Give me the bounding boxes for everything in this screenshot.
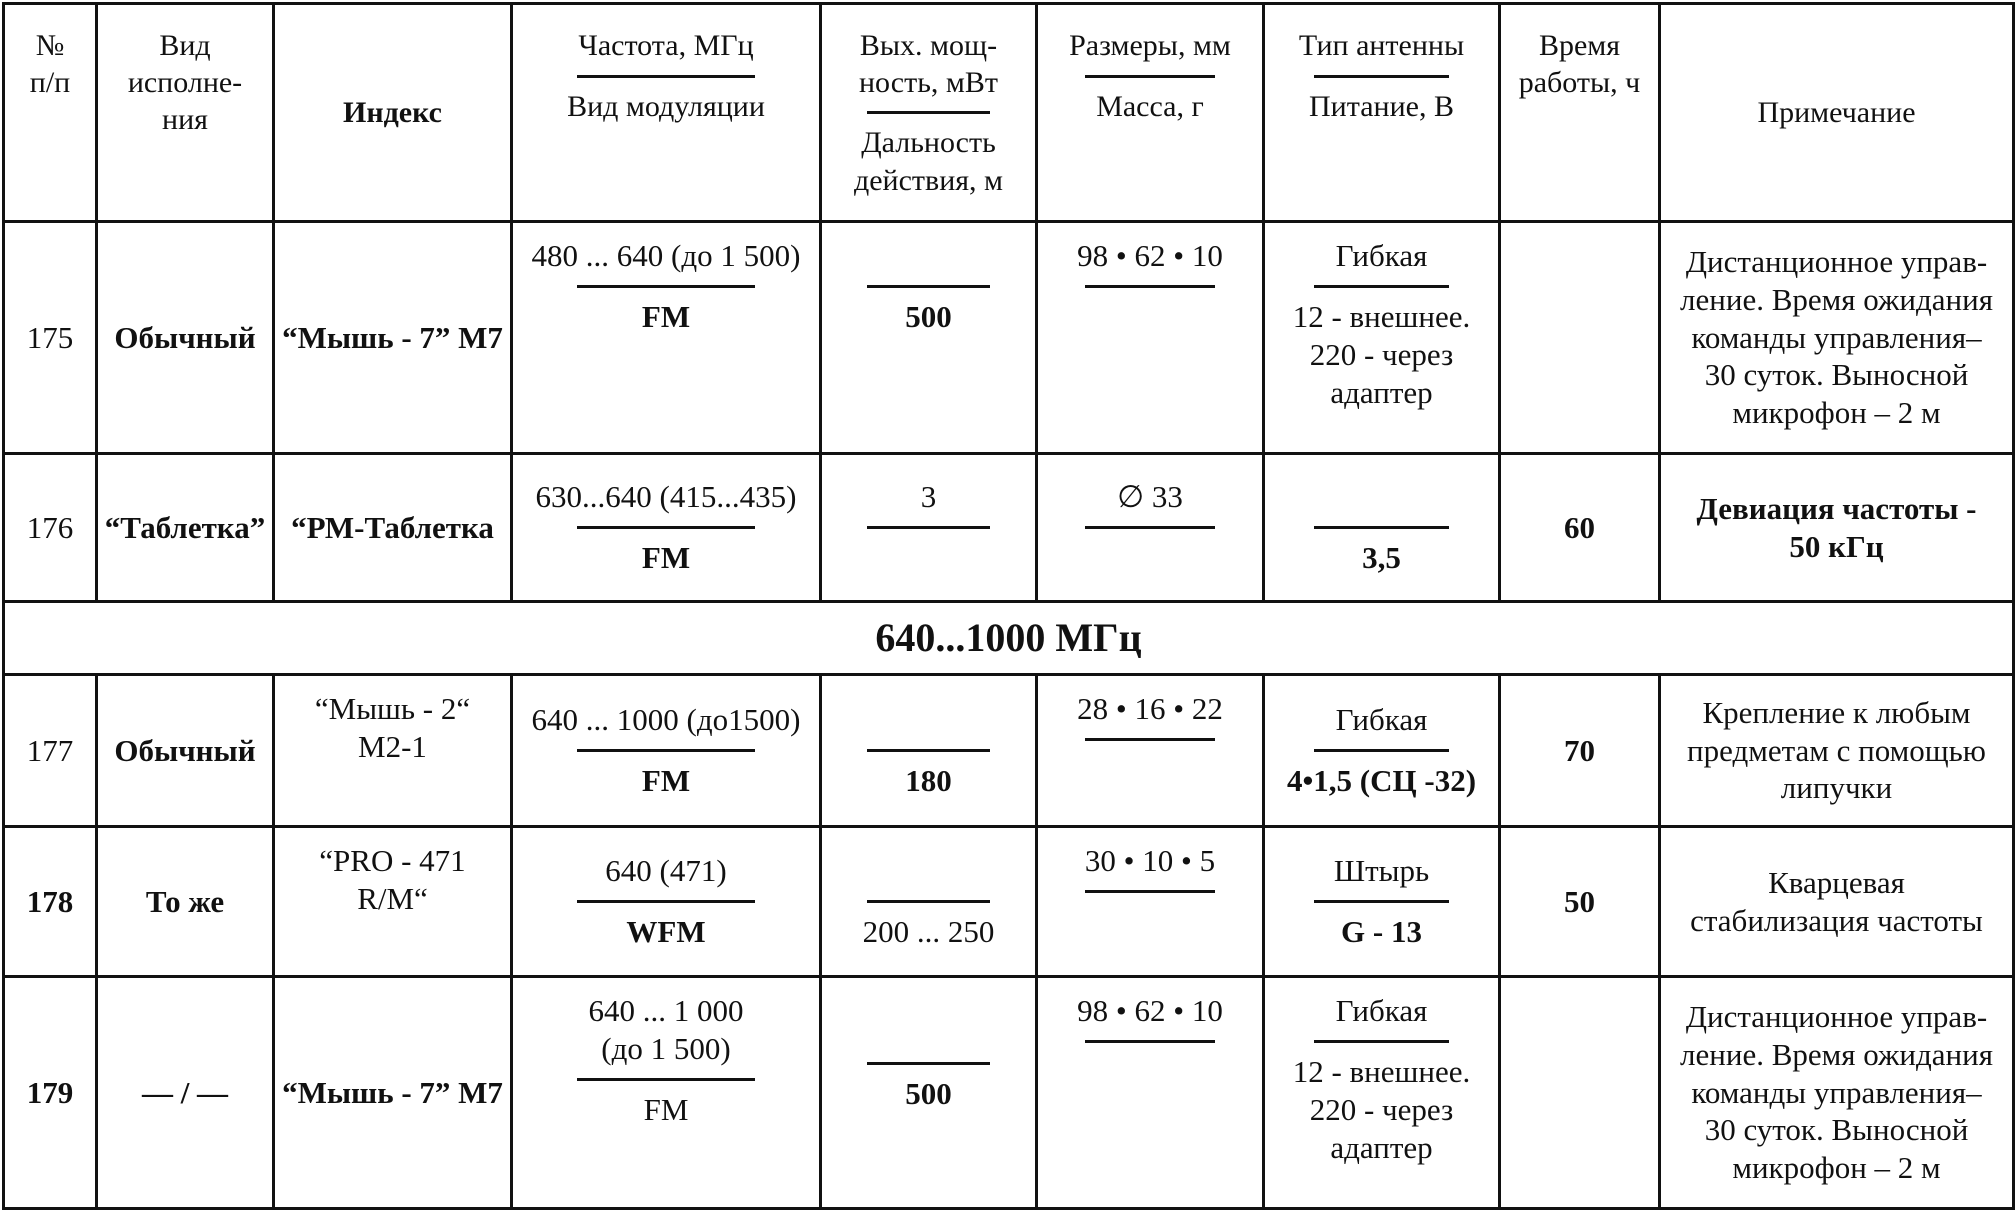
cell-time [1500, 977, 1660, 1209]
cell-freq [512, 675, 821, 827]
table-row [4, 675, 2014, 827]
header-power [821, 4, 1037, 222]
header-note: Примечание [1660, 4, 2014, 222]
cell-antenna-divider [1314, 900, 1449, 903]
cell-antenna [1264, 675, 1500, 827]
cell-time: 70 [1500, 675, 1660, 827]
cell-index: “Мышь - 2“ М2-1 [274, 675, 512, 827]
cell-range-value: 180 [905, 763, 952, 798]
cell-freq-value: 640 ... 1 000 (до 1 500) [588, 993, 744, 1066]
header-antenna [1264, 4, 1500, 222]
cell-antenna-divider [1314, 1040, 1449, 1043]
header-index: Индекс [274, 4, 512, 222]
cell-variant: Обычный [97, 222, 274, 454]
header-size-label: Размеры, мм [1069, 29, 1231, 62]
cell-index: “PRO - 471 R/M“ [274, 827, 512, 977]
cell-num: 177 [4, 675, 97, 827]
header-freq-divider [577, 75, 756, 78]
cell-size-divider [1085, 285, 1215, 288]
cell-antenna [1264, 977, 1500, 1209]
cell-freq-value: 480 ... 640 (до 1 500) [531, 238, 801, 273]
section-row [4, 602, 2014, 675]
cell-note: Дистанционное управ- ление. Время ожидания команды управления– 30 суток. Выносной микрофон – 2 м [1660, 977, 2014, 1209]
cell-num: 175 [4, 222, 97, 454]
cell-freq [512, 827, 821, 977]
cell-freq-divider [577, 285, 756, 288]
table-row [4, 977, 2014, 1209]
cell-power [821, 454, 1037, 602]
cell-freq [512, 454, 821, 602]
cell-note: Дистанционное управ- ление. Время ожидания команды управления– 30 суток. Выносной микрофон – 2 м [1660, 222, 2014, 454]
cell-power [821, 977, 1037, 1209]
cell-power-divider [867, 749, 990, 752]
cell-freq-divider [577, 749, 756, 752]
cell-num: 176 [4, 454, 97, 602]
table-row [4, 222, 2014, 454]
header-mass-label: Масса, г [1096, 90, 1204, 123]
header-size-divider [1085, 75, 1215, 78]
cell-size-divider [1085, 890, 1215, 893]
cell-freq [512, 977, 821, 1209]
cell-size-value: 28 • 16 • 22 [1077, 691, 1223, 726]
cell-variant: — / — [97, 977, 274, 1209]
cell-size-divider [1085, 526, 1215, 529]
cell-size [1037, 827, 1264, 977]
cell-num: 178 [4, 827, 97, 977]
cell-antenna [1264, 222, 1500, 454]
header-power-label: Вых. мощ- ность, мВт [858, 29, 998, 100]
header-power-divider [867, 111, 990, 114]
cell-antenna [1264, 454, 1500, 602]
cell-time: 60 [1500, 454, 1660, 602]
cell-power-divider [867, 285, 990, 288]
cell-note: Кварцевая стабилизация частоты [1660, 827, 2014, 977]
cell-num: 179 [4, 977, 97, 1209]
cell-power-supply-value: 4•1,5 (СЦ -32) [1286, 763, 1477, 798]
cell-size [1037, 675, 1264, 827]
cell-freq-divider [577, 1078, 756, 1081]
cell-antenna-value: Гибкая [1335, 993, 1428, 1028]
cell-antenna-value: Штырь [1333, 853, 1430, 888]
cell-variant: “Таблетка” [97, 454, 274, 602]
header-variant: Вид исполне- ния [97, 4, 274, 222]
cell-modulation-value: FM [641, 763, 691, 798]
header-time: Время работы, ч [1500, 4, 1660, 222]
cell-power [821, 827, 1037, 977]
cell-antenna [1264, 827, 1500, 977]
cell-range-value: 500 [905, 1076, 952, 1111]
cell-power [821, 675, 1037, 827]
cell-antenna-value: Гибкая [1335, 238, 1428, 273]
cell-index: “РМ-Таблетка [274, 454, 512, 602]
header-modulation-label: Вид модуляции [567, 90, 765, 123]
cell-power-supply-value: 12 - внешнее. 220 - через адаптер [1292, 1054, 1471, 1165]
cell-variant: Обычный [97, 675, 274, 827]
table-row [4, 454, 2014, 602]
cell-modulation-value: FM [641, 540, 691, 575]
table-row [4, 827, 2014, 977]
cell-freq-value: 640 (471) [605, 853, 727, 888]
cell-freq-divider [577, 900, 756, 903]
cell-time: 50 [1500, 827, 1660, 977]
cell-freq [512, 222, 821, 454]
cell-power-divider [867, 900, 990, 903]
cell-power-supply-value: 12 - внешнее. 220 - через адаптер [1292, 299, 1471, 410]
cell-antenna-value: Гибкая [1335, 702, 1428, 737]
cell-note: Крепление к любым предметам с помощью липучки [1660, 675, 2014, 827]
cell-variant: То же [97, 827, 274, 977]
cell-antenna-divider [1314, 285, 1449, 288]
header-antenna-divider [1314, 75, 1449, 78]
cell-size-value: 98 • 62 • 10 [1077, 993, 1223, 1028]
cell-size [1037, 222, 1264, 454]
section-label: 640...1000 МГц [4, 602, 2014, 675]
cell-modulation-value: FM [641, 299, 691, 334]
cell-range-value: 500 [905, 299, 952, 334]
cell-note: Девиация частоты - 50 кГц [1660, 454, 2014, 602]
cell-power-divider [867, 1062, 990, 1065]
cell-power-value: 3 [920, 479, 937, 514]
header-size [1037, 4, 1264, 222]
header-power-supply-label: Питание, В [1309, 90, 1454, 123]
cell-antenna-divider [1314, 749, 1449, 752]
cell-size-value: 98 • 62 • 10 [1077, 238, 1223, 273]
cell-range-value: 200 ... 250 [862, 914, 995, 949]
cell-index: “Мышь - 7” М7 [274, 222, 512, 454]
cell-power-supply-value: G - 13 [1341, 914, 1422, 949]
cell-size-divider [1085, 1040, 1215, 1043]
header-range-label: Дальность действия, м [853, 126, 1004, 197]
cell-index: “Мышь - 7” М7 [274, 977, 512, 1209]
cell-size [1037, 977, 1264, 1209]
cell-freq-divider [577, 526, 756, 529]
cell-size-value: 30 • 10 • 5 [1084, 843, 1216, 878]
cell-modulation-value: WFM [626, 914, 706, 949]
cell-size [1037, 454, 1264, 602]
cell-size-value: ∅ 33 [1117, 479, 1183, 514]
header-freq-label: Частота, МГц [578, 29, 754, 62]
header-num: № п/п [4, 4, 97, 222]
cell-modulation-value: FM [643, 1091, 689, 1127]
cell-time [1500, 222, 1660, 454]
header-row [4, 4, 2014, 222]
cell-power-divider [867, 526, 990, 529]
header-freq [512, 4, 821, 222]
cell-freq-value: 630...640 (415...435) [535, 479, 797, 514]
cell-power [821, 222, 1037, 454]
header-antenna-label: Тип антенны [1298, 29, 1465, 62]
cell-antenna-divider [1314, 526, 1449, 529]
cell-power-supply-value: 3,5 [1362, 540, 1401, 575]
cell-size-divider [1085, 738, 1215, 741]
specs-table [2, 2, 2015, 1210]
cell-freq-value: 640 ... 1000 (до1500) [531, 702, 801, 737]
